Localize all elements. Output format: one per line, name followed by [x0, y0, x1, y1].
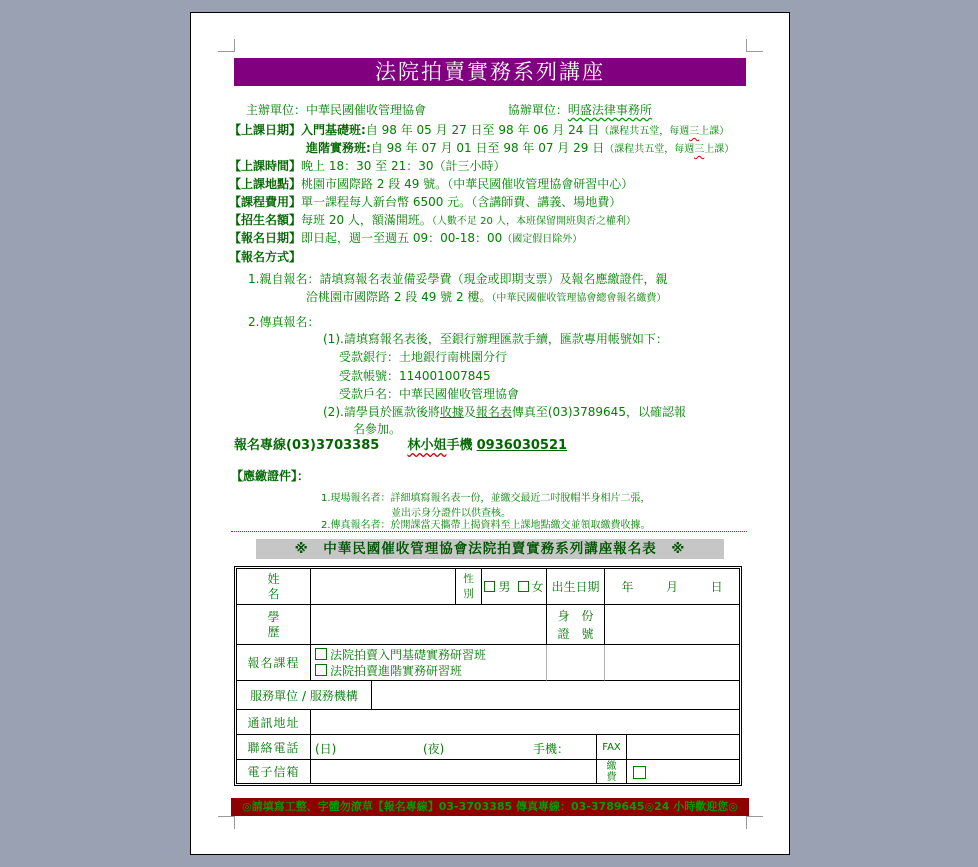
- fax-step1-line: (1).請填寫報名表後，至銀行辦理匯款手續，匯款專用帳號如下：: [323, 332, 668, 346]
- in-person-registration-cont: 洽桃園市國際路 2 段 49 號 2 樓。（中華民國催收管理協會總會報名繳費）: [306, 290, 667, 304]
- documents-item1-cont: 並出示身分證件以供查核。: [391, 508, 511, 519]
- dotted-separator: [231, 531, 747, 532]
- payment-checkbox[interactable]: [633, 766, 646, 779]
- margin-crop-mark-top-right: [746, 39, 763, 52]
- title-banner: [234, 58, 746, 86]
- page-title: 法院拍賣實務系列講座: [375, 60, 605, 84]
- organization-label-cell: 服務單位 / 服務機構: [237, 681, 372, 710]
- footer-notice-bar: [231, 798, 749, 816]
- course-basic-checkbox[interactable]: [315, 648, 327, 660]
- organizers-line: [246, 103, 652, 117]
- course-options-cell: [311, 645, 547, 681]
- quota-line: 【招生名額】每班 20 人，額滿開班。（人數不足 20 人，本班保留開班與否之權利）: [229, 213, 637, 227]
- basic-class-note: （課程共五堂，每週: [599, 126, 690, 137]
- section-label-time: 【上課時間】: [229, 159, 302, 173]
- birthdate-input-cell[interactable]: 年 月 日: [605, 569, 739, 605]
- receipt-underlined: 收據: [439, 405, 464, 419]
- name-label-cell: 姓 名: [237, 569, 311, 605]
- mobile-number-underlined: 0936030521: [476, 438, 568, 453]
- margin-crop-mark-top-left: [218, 39, 235, 52]
- footer-notice-text: ◎請填寫工整、字體勿潦草【報名專線】03-3703385 傳真專線：03-3789645◎24 小時歡迎您◎: [242, 800, 738, 813]
- course-date-line-advanced: 進階實務班:自 98 年 07 月 01 日至 98 年 07 月 29 日（課程共五堂，每週三上課）: [306, 141, 735, 155]
- advanced-class-note: （課程共五堂，每週: [604, 144, 695, 155]
- host-organizer: 主辦單位：中華民國催收管理協會: [246, 103, 427, 117]
- contact-person: 林小姐: [407, 438, 447, 453]
- section-label-reg-method: 【報名方式】: [229, 250, 302, 264]
- hotline-phone: 報名專線(03)3703385: [234, 438, 380, 453]
- course-option-basic: 法院拍賣入門基礎實務研習班: [311, 647, 546, 663]
- id-number-label-cell: 身 份 證 號: [547, 605, 605, 645]
- margin-crop-mark-bottom-left: [218, 816, 235, 829]
- fax-input-cell[interactable]: [627, 735, 739, 760]
- advanced-class-name: 進階實務班:: [306, 141, 371, 155]
- required-documents-header: [231, 469, 309, 483]
- documents-item2: 2.傳真報名者：於開課當天攜帶上揭資料至上課地點繳交並領取繳費收據。: [321, 520, 651, 531]
- co-organizer-label: 協辦單位：: [507, 103, 568, 117]
- section-label-quota: 【招生名額】: [229, 213, 302, 227]
- female-checkbox[interactable]: [518, 581, 529, 592]
- phone-night-label: (夜): [423, 742, 445, 756]
- section-label-documents: 【應繳證件】：: [231, 469, 310, 483]
- fax-registration-line: 2.傳真報名：: [248, 315, 320, 329]
- address-label-cell: 通訊地址: [237, 710, 311, 735]
- address-input-cell[interactable]: [311, 710, 739, 735]
- basic-class-dates: 自 98 年 05 月 27 日至 98 年 06 月 24 日: [365, 123, 600, 137]
- empty-cell-1[interactable]: [547, 645, 605, 681]
- section-label-fee: 【課程費用】: [229, 195, 302, 209]
- course-fee-line: 【課程費用】單一課程每人新台幣 6500 元。（含講師費、講義、場地費）: [229, 195, 622, 209]
- email-label-cell: 電子信箱: [237, 760, 311, 783]
- bank-name-line: 受款銀行：土地銀行南桃園分行: [339, 350, 508, 364]
- registration-method-header: [229, 250, 301, 264]
- section-label-place: 【上課地點】: [229, 177, 302, 191]
- section-label-date: 【上課日期】: [229, 123, 302, 137]
- birthdate-label-cell: 出生日期: [547, 569, 605, 605]
- male-checkbox[interactable]: [484, 581, 495, 592]
- class-time-line: 【上課時間】晚上 18：30 至 21：30（計三小時）: [229, 159, 506, 173]
- advanced-class-dates: 自 98 年 07 月 01 日至 98 年 07 月 29 日: [370, 141, 605, 155]
- phone-mobile-label: 手機：: [533, 742, 570, 756]
- gender-options-cell: 男 女: [482, 569, 547, 605]
- hotline-line: 報名專線(03)3703385 林小姐手機 0936030521: [234, 438, 568, 453]
- id-number-input-cell[interactable]: [605, 605, 739, 645]
- co-organizer-name: 明盛法律事務所: [567, 103, 652, 117]
- phone-label-cell: 聯絡電話: [237, 735, 311, 760]
- registration-date-line: 【報名日期】即日起，週一至週五 09：00-18：00（國定假日除外）: [229, 231, 583, 245]
- organization-input-cell[interactable]: [372, 681, 739, 710]
- document-page: [190, 12, 790, 855]
- documents-item1: 1.現場報名者：詳細填寫報名表一份，並繳交最近二吋脫帽半身相片二張，: [321, 493, 651, 504]
- payment-checkbox-cell: [627, 760, 739, 783]
- fax-step2-line: (2).請學員於匯款後將收據及報名表傳真至(03)3789645，以確認報: [323, 405, 686, 419]
- course-label-cell: 報名課程: [237, 645, 311, 681]
- course-option-advanced: 法院拍賣進階實務研習班: [311, 663, 546, 679]
- margin-crop-mark-bottom-right: [746, 816, 763, 829]
- education-input-cell[interactable]: [311, 605, 547, 645]
- section-label-reg-date: 【報名日期】: [229, 231, 302, 245]
- bank-account-line: 受款帳號：114001007845: [339, 369, 491, 383]
- fax-label-cell: FAX: [597, 735, 627, 760]
- registration-form-underlined: 報名表: [475, 405, 512, 419]
- empty-cell-2[interactable]: [605, 645, 739, 681]
- name-input-cell[interactable]: [311, 569, 456, 605]
- education-label-cell: 學 歷: [237, 605, 311, 645]
- phone-input-cell[interactable]: [311, 735, 597, 760]
- course-date-line-basic: 【上課日期】入門基礎班:自 98 年 05 月 27 日至 98 年 06 月 24 日（課程共五堂，每週三上課）: [229, 123, 730, 137]
- payment-label-cell: 繳 費: [597, 760, 627, 783]
- registration-form-table: [234, 566, 742, 786]
- class-place-line: 【上課地點】桃園市國際路 2 段 49 號。（中華民國催收管理協會研習中心）: [229, 177, 634, 191]
- registration-form-title: ※ 中華民國催收管理協會法院拍賣實務系列講座報名表 ※: [256, 539, 724, 559]
- email-input-cell[interactable]: [311, 760, 597, 783]
- phone-day-label: (日): [315, 742, 337, 756]
- basic-class-name: 入門基礎班:: [301, 123, 366, 137]
- gender-label-cell: 性 別: [456, 569, 482, 605]
- account-holder-line: 受款戶名：中華民國催收管理協會: [339, 387, 520, 401]
- fax-step2-cont: 名參加。: [353, 422, 402, 436]
- course-advanced-checkbox[interactable]: [315, 664, 327, 676]
- in-person-registration-line: 1.親自報名：請填寫報名表並備妥學費（現金或即期支票）及報名應繳證件，親: [248, 272, 668, 286]
